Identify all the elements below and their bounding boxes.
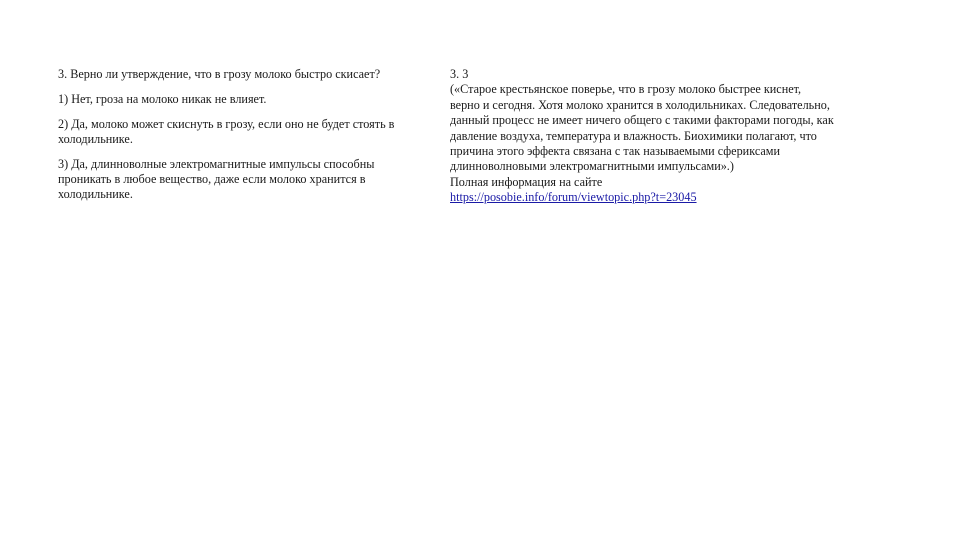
question-column — [58, 67, 428, 212]
answer-option-1: 1) Нет, гроза на молоко никак не влияет. — [58, 92, 267, 107]
source-link[interactable]: https://posobie.info/forum/viewtopic.php?t=23045 — [450, 190, 697, 205]
answer-line-6: длинноволновыми электромагнитными импульсами».) — [450, 159, 734, 174]
answer-line-1: («Старое крестьянское поверье, что в грозу молоко быстрее киснет, — [450, 82, 802, 97]
answer-line-5: причина этого эффекта связана с так называемыми сфериксами — [450, 144, 781, 159]
answer-line-2: верно и сегодня. Хотя молоко хранится в холодильниках. Следовательно, — [450, 97, 830, 112]
answer-header: 3. 3 — [450, 67, 469, 81]
answer-column — [450, 67, 900, 206]
answer-line-4: давление воздуха, температура и влажность. Биохимики полагают, что — [450, 128, 817, 143]
question-text: 3. Верно ли утверждение, что в грозу молоко быстро скисает? — [58, 67, 381, 81]
answer-option-3: 3) Да, длинноволные электромагнитные импульсы способны проникать в любое вещество, даже если молоко хранится в холодильнике. — [58, 156, 375, 202]
answer-option-2: 2) Да, молоко может скиснуть в грозу, если оно не будет стоять в холодильнике. — [58, 116, 395, 147]
answer-line-3: данный процесс не имеет ничего общего с такими факторами погоды, как — [450, 113, 834, 128]
source-label: Полная информация на сайте — [450, 174, 603, 189]
